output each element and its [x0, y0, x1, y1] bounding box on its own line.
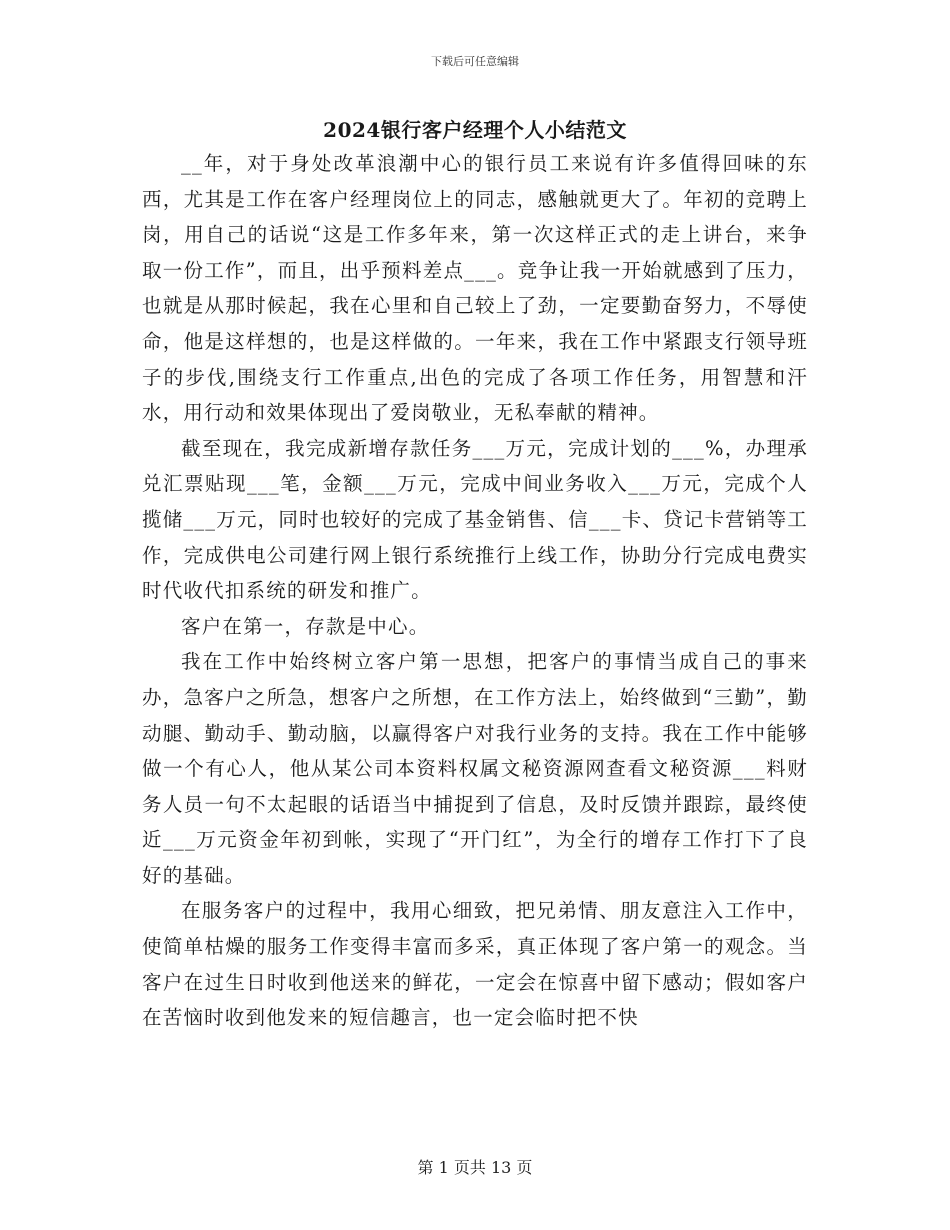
header-note: 下载后可任意编辑	[431, 55, 519, 68]
paragraph: 客户在第一，存款是中心。	[181, 614, 430, 638]
paragraph: __年，对于身处改革浪潮中心的银行员工来说有许多值得回味的东西，尤其是工作在客户经理岗位上的同志，感触就更大了。年初的竞聘上岗，用自己的话说“这是工作多年来，第一次这样正式的走上讲台，来争取一份工作”，而且，出乎预料差点___。竞争让我一开始就感到了压力，也就是从那时候起，我在心里和自己较上了劲，一定要勤奋努力，不辱使命，他是这样想的，也是这样做的。一年来，我在工作中紧跟支行领导班子的步伐,围绕支行工作重点,出色的完成了各项工作任务，用智慧和汗水，用行动和效果体现出了爱岗敬业，无私奉献的精神。	[142, 152, 808, 425]
page-footer: 第 1 页共 13 页	[417, 1158, 533, 1177]
paragraph: 截至现在，我完成新增存款任务___万元，完成计划的___%，办理承兑汇票贴现___笔，金额___万元，完成中间业务收入___万元，完成个人揽储___万元，同时也较好的完成了基金销售、信___卡、贷记卡营销等工作，完成供电公司建行网上银行系统推行上线工作，协助分行完成电费实时代收代扣系统的研发和推广。	[142, 436, 809, 603]
document-body	[142, 146, 808, 1036]
paragraph: 我在工作中始终树立客户第一思想，把客户的事情当成自己的事来办，急客户之所急，想客户之所想，在工作方法上，始终做到“三勤”，勤动腿、勤动手、勤动脑，以赢得客户对我行业务的支持。我在工作中能够做一个有心人，他从某公司本资料权属文秘资源网查看文秘资源___料财务人员一句不太起眼的话语当中捕捉到了信息，及时反馈并跟踪，最终使近___万元资金年初到帐，实现了“开门红”，为全行的增存工作打下了良好的基础。	[142, 650, 808, 887]
paragraph: 在服务客户的过程中，我用心细致，把兄弟情、朋友意注入工作中，使简单枯燥的服务工作变得丰富而多采，真正体现了客户第一的观念。当客户在过生日时收到他送来的鲜花，一定会在惊喜中留下感动；假如客户在苦恼时收到他发来的短信趣言，也一定会临时把不快	[142, 899, 808, 1030]
document-title: 2024银行客户经理个人小结范文	[323, 118, 627, 142]
